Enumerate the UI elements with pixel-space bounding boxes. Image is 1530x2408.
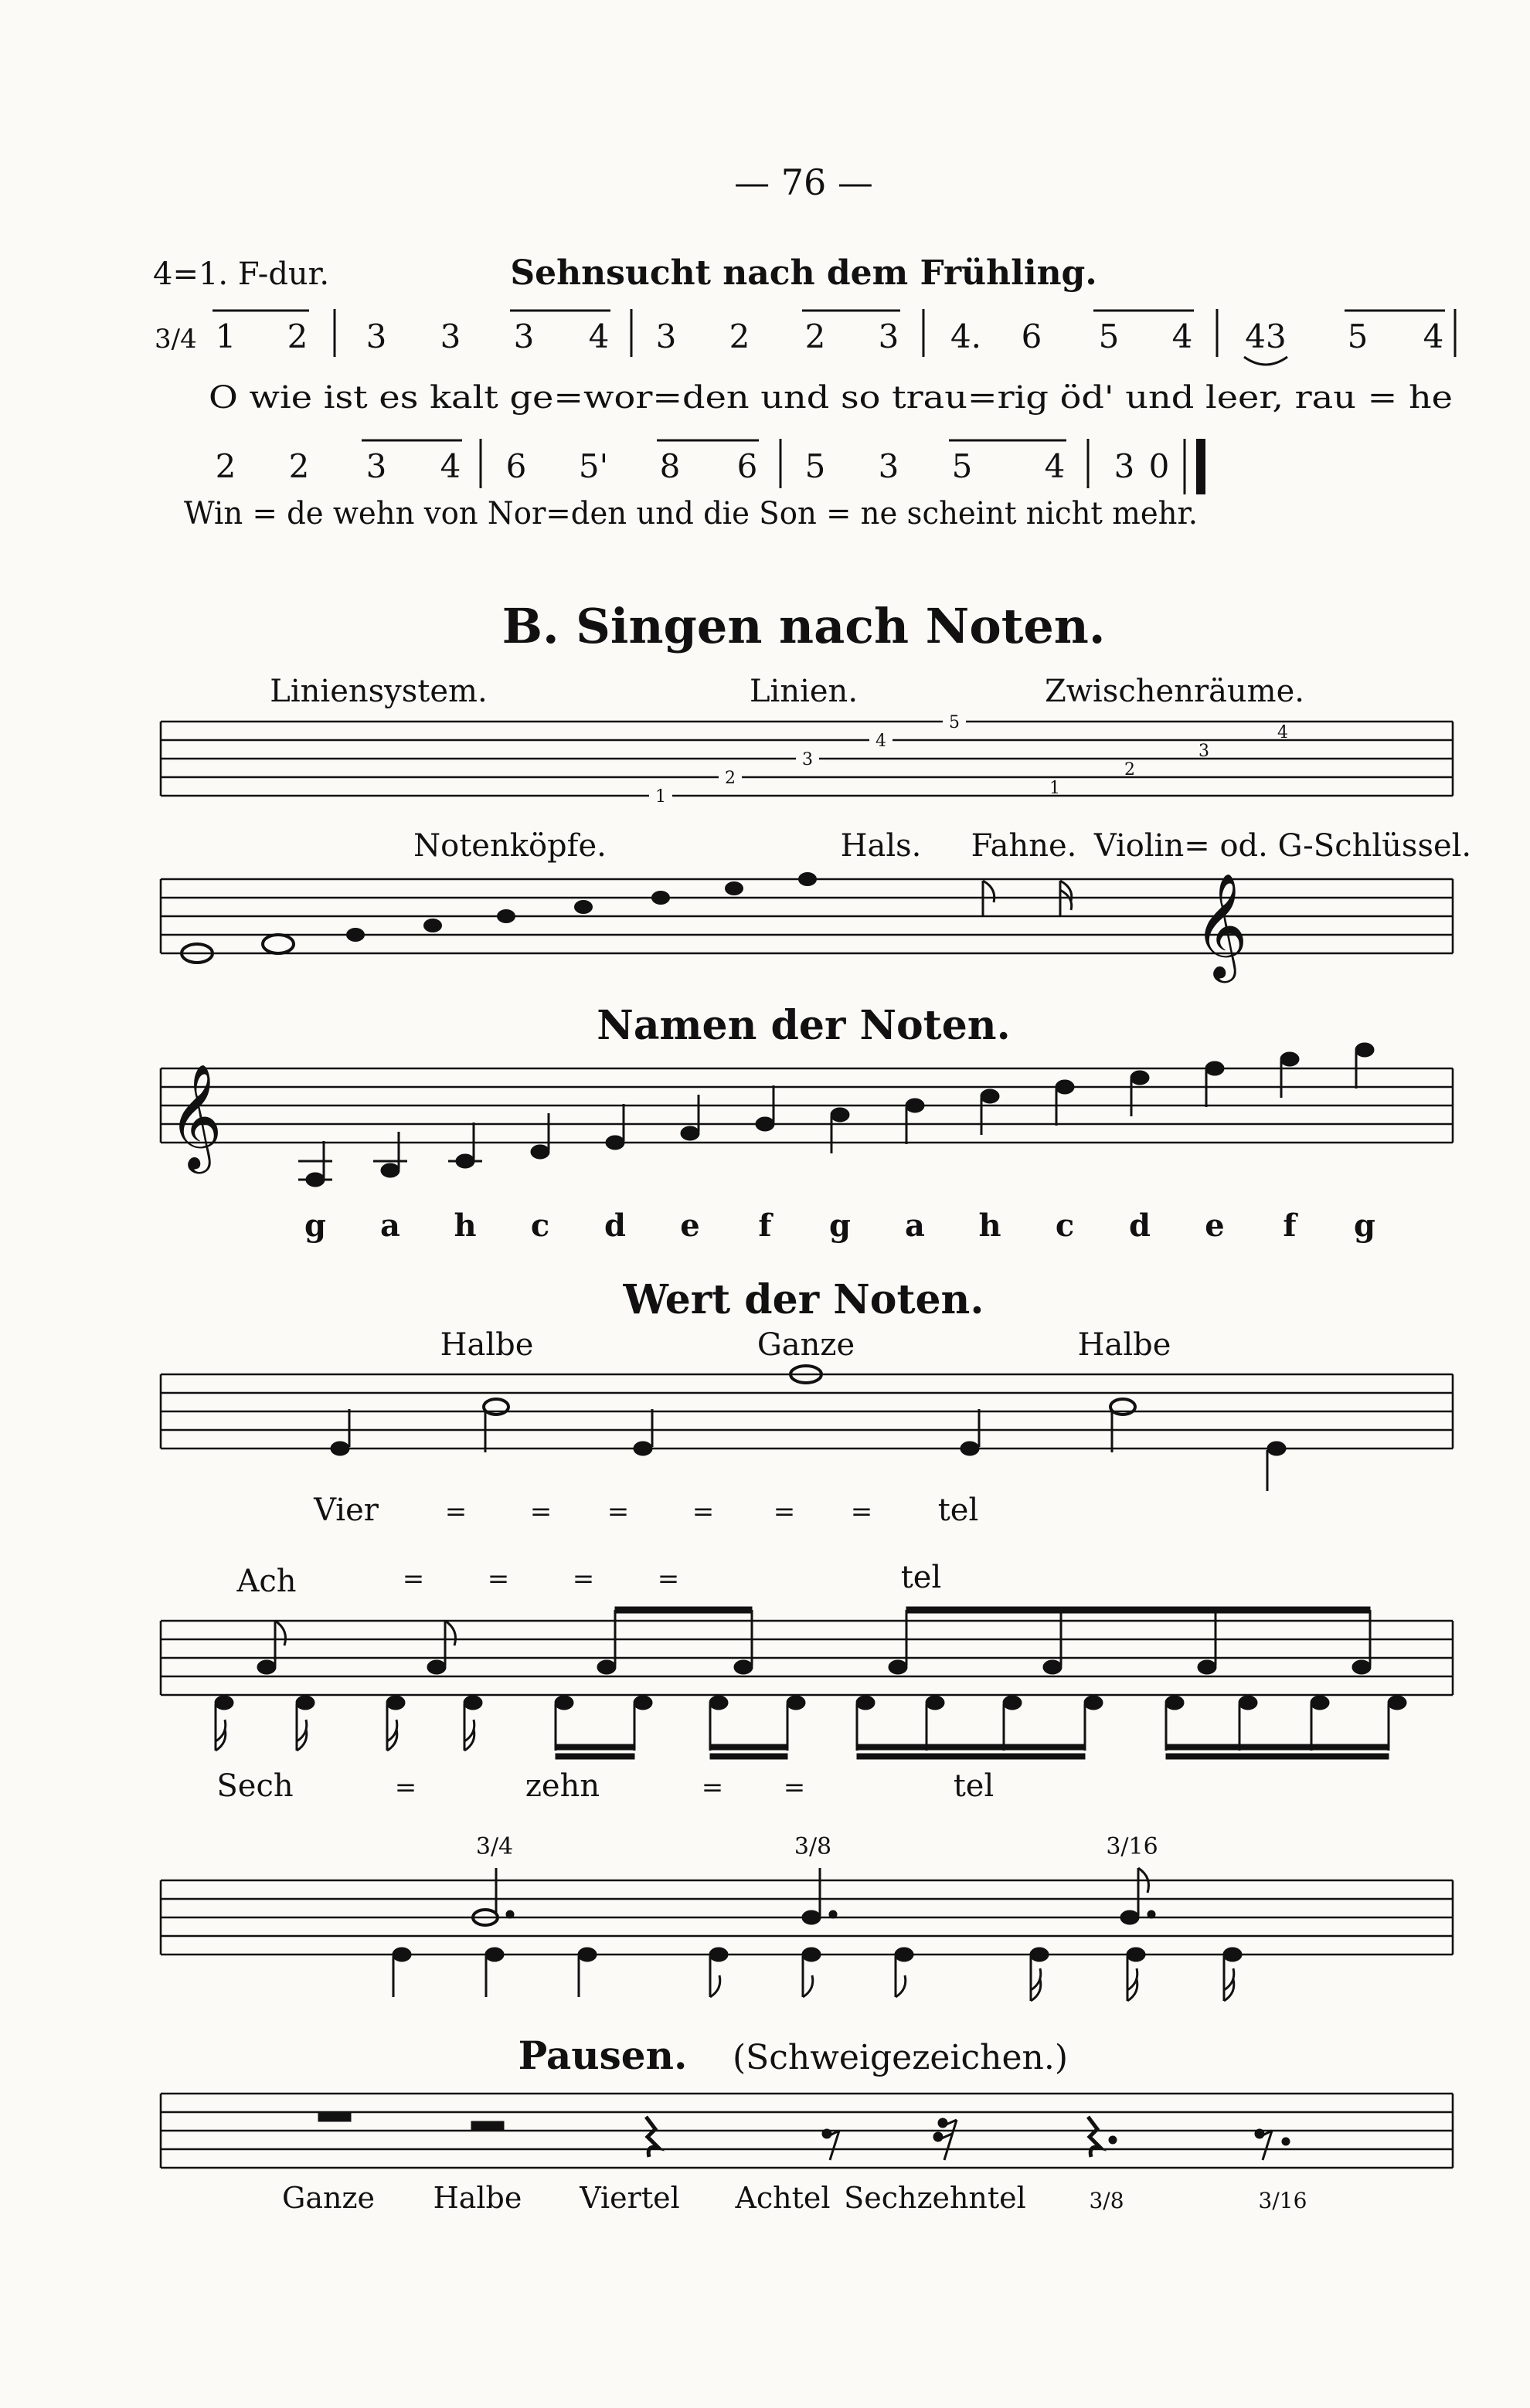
eighth-notehead (1198, 1660, 1216, 1674)
sixteenth-rest-icon (933, 2118, 957, 2160)
page-number: — 76 — (734, 161, 873, 203)
cipher-note: 5 (804, 447, 826, 485)
notehead (574, 900, 593, 914)
song-line-1 (155, 309, 1455, 365)
note-flag (1127, 1968, 1137, 1990)
staff-namen (161, 1068, 1453, 1143)
section-title: B. Singen nach Noten. (502, 598, 1106, 654)
sixteenth-notehead (856, 1696, 875, 1710)
quarter-notehead (485, 1948, 504, 1961)
notehead (1355, 1043, 1374, 1057)
syllable: = (394, 1772, 417, 1803)
viertel-syllables (313, 1493, 978, 1528)
quarter-note (1267, 1442, 1286, 1455)
note-name: e (1205, 1207, 1225, 1244)
eighth-notes (257, 1607, 1371, 1674)
note-name: g (829, 1207, 851, 1244)
note-name: f (1283, 1207, 1297, 1244)
sixteenth-notehead (1003, 1696, 1022, 1710)
label-zwischenraeume: Zwischenräume. (1045, 674, 1304, 709)
notehead (497, 909, 515, 923)
beam (1166, 1744, 1389, 1750)
cipher-note: 2 (215, 447, 236, 485)
lyrics-line-2: Win = de wehn von Nor=den und die Son = ne scheint nicht mehr. (184, 496, 1198, 532)
note-names (304, 1207, 1375, 1244)
whole-note (263, 935, 294, 953)
label-fahne: Fahne. (971, 828, 1077, 864)
song-title: Sehnsucht nach dem Frühling. (510, 253, 1097, 293)
dotted-notes (393, 1868, 1242, 2001)
quarter-rest-icon (646, 2117, 658, 2157)
quarter-note (634, 1442, 652, 1455)
dotted-quarter-rest-icon (1088, 2117, 1117, 2157)
cipher-note: 6 (505, 447, 527, 485)
line-number: 2 (725, 769, 736, 788)
cipher-note: 6 (1021, 318, 1042, 355)
note-name: d (1129, 1207, 1151, 1244)
whole-rest-icon (318, 2112, 351, 2121)
dotted-label: 3/16 (1106, 1833, 1158, 1860)
eighth-notehead (802, 1948, 821, 1961)
beam (615, 1607, 752, 1613)
note-name: h (978, 1207, 1001, 1244)
staff-achtel (161, 1621, 1453, 1695)
note-name: e (680, 1207, 700, 1244)
rest-label: Viertel (580, 2181, 680, 2215)
note-flag (1224, 1968, 1234, 1990)
syllable: = (773, 1496, 796, 1527)
line-number: 3 (802, 750, 813, 769)
syllable: zehn (525, 1768, 600, 1804)
staff-wert (161, 1374, 1453, 1449)
beam (1166, 1754, 1389, 1759)
quarter-notehead (393, 1948, 411, 1961)
beam (857, 1754, 1085, 1759)
cipher-note: 4. (950, 318, 982, 355)
dotted-eighth-note (1120, 1910, 1139, 1924)
dot (829, 1910, 837, 1918)
label-violinschluessel: Violin= od. G-Schlüssel. (1093, 828, 1472, 864)
label-halbe-1: Halbe (440, 1327, 534, 1363)
rest-labels (282, 2181, 1307, 2215)
note-name: g (304, 1207, 326, 1244)
notehead (756, 1117, 774, 1131)
half-rest-icon (471, 2121, 504, 2131)
g-clef-icon: 𝄞 (168, 1062, 223, 1169)
eighth-notehead (734, 1660, 753, 1674)
notehead (1280, 1052, 1299, 1066)
achtel-syllables (236, 1560, 941, 1599)
label-liniensystem: Liniensystem. (270, 674, 488, 709)
namen-title: Namen der Noten. (597, 1002, 1011, 1049)
note-sequence (298, 1043, 1374, 1187)
notehead (1130, 1071, 1149, 1085)
lyrics-line-1: O wie ist es kalt ge=wor=den und so trau=rig öd' und leer, rau = he (209, 380, 1453, 416)
sixteenth-notehead (1311, 1696, 1329, 1710)
rest-label: 3/16 (1258, 2188, 1307, 2213)
sixteenth-notehead (634, 1696, 652, 1710)
eighth-notehead (895, 1948, 913, 1961)
time-signature: 3/4 (155, 324, 197, 355)
syllable: = (487, 1564, 510, 1595)
notehead (456, 1154, 474, 1168)
notehead (423, 919, 442, 932)
label-notenkoepfe: Notenköpfe. (413, 828, 607, 864)
eighth-notehead (709, 1948, 728, 1961)
sixteenth-notehead (787, 1696, 805, 1710)
space-numbers (1049, 723, 1288, 798)
notehead (725, 881, 743, 895)
pausen-title: Pausen. (518, 2033, 688, 2078)
notehead (798, 872, 817, 886)
line-number: 5 (949, 713, 960, 732)
cipher-note: 4 (588, 318, 610, 355)
cipher-note: 4 (1423, 318, 1444, 355)
note-name: d (604, 1207, 626, 1244)
dotted-label: 3/4 (475, 1833, 514, 1860)
notehead (906, 1099, 924, 1112)
syllable: = (692, 1496, 715, 1527)
dotted-eighth-rest-icon (1255, 2129, 1290, 2160)
eighth-notehead (1352, 1660, 1371, 1674)
syllable: tel (900, 1560, 942, 1595)
syllable: tel (937, 1493, 979, 1528)
label-linien: Linien. (749, 674, 858, 709)
dot (506, 1910, 514, 1918)
dotted-quarter-note (802, 1910, 821, 1924)
notehead (531, 1145, 549, 1159)
note-name: f (758, 1207, 772, 1244)
sixteenth-notehead (1127, 1948, 1145, 1961)
cipher-note: 2 (804, 318, 826, 355)
syllable: = (402, 1564, 425, 1595)
cipher-note: 5 (951, 447, 973, 485)
g-clef-icon: 𝄞 (1194, 871, 1248, 978)
sixteenth-notehead (386, 1696, 405, 1710)
syllable: = (701, 1772, 724, 1803)
note-name: h (454, 1207, 477, 1244)
cipher-note: 4 (440, 447, 461, 485)
beam (710, 1744, 787, 1750)
note-flag (896, 1975, 906, 1997)
space-number: 3 (1198, 742, 1209, 761)
cipher-note: 5' (578, 447, 609, 485)
space-number: 1 (1049, 779, 1060, 798)
quarter-note (331, 1442, 349, 1455)
sixteenth-notehead (464, 1696, 482, 1710)
syllable: = (572, 1564, 595, 1595)
sixteenth-notehead (709, 1696, 728, 1710)
eighth-notehead (257, 1660, 276, 1674)
pausen-subtitle: (Schweigezeichen.) (732, 2038, 1069, 2077)
note-flag (1031, 1968, 1041, 1990)
cipher-note: 3 (878, 447, 899, 485)
cipher-note: 5 (1347, 318, 1368, 355)
notehead (1056, 1080, 1074, 1094)
eighth-notehead (889, 1660, 907, 1674)
song-number: 4=1. F-dur. (153, 256, 330, 292)
cipher-note: 6 (736, 447, 758, 485)
rest-label: Halbe (433, 2181, 522, 2215)
space-number: 4 (1277, 723, 1288, 742)
cipher-note: 2 (287, 318, 308, 355)
syllable: = (444, 1496, 468, 1527)
notehead (346, 928, 365, 942)
beam (857, 1744, 1085, 1750)
note-name: a (905, 1207, 925, 1244)
rest-label: Ganze (282, 2181, 375, 2215)
syllable: = (657, 1564, 680, 1595)
cipher-note: 3 (440, 318, 461, 355)
wert-title: Wert der Noten. (623, 1276, 984, 1323)
cipher-note: 3 (878, 318, 899, 355)
syllable: = (783, 1772, 806, 1803)
syllable: tel (953, 1768, 994, 1804)
cipher-note: 4 (1044, 447, 1066, 485)
rest-symbols (318, 2112, 1290, 2160)
syllable: = (850, 1496, 873, 1527)
sixteenth-notehead (1223, 1948, 1242, 1961)
note-flag (803, 1975, 813, 1997)
note-name: a (380, 1207, 400, 1244)
notehead (651, 891, 670, 905)
cipher-note: 2 (729, 318, 750, 355)
sixteenth-notehead (1165, 1696, 1184, 1710)
cipher-note: 8 (659, 447, 681, 485)
cipher-note: 0 (1148, 447, 1170, 485)
wert-notes (331, 1366, 1286, 1491)
label-ganze: Ganze (756, 1327, 855, 1363)
cipher-note: 2 (288, 447, 310, 485)
note-flag (275, 1621, 286, 1646)
eighth-notehead (427, 1660, 446, 1674)
notehead (681, 1126, 699, 1140)
syllable: Vier (314, 1493, 379, 1528)
sixteenth-notehead (926, 1696, 944, 1710)
label-hals: Hals. (840, 828, 922, 864)
note-name: c (530, 1207, 550, 1244)
sixteenth-notehead (296, 1696, 314, 1710)
syllable: = (529, 1496, 552, 1527)
beam (710, 1754, 787, 1759)
cipher-note: 3 (366, 318, 387, 355)
cipher-note: 5 (1098, 318, 1120, 355)
cipher-note: 43 (1245, 318, 1287, 355)
beam (556, 1754, 634, 1759)
dot (1148, 1910, 1155, 1918)
note-flag (445, 1621, 456, 1646)
line-number: 4 (876, 732, 886, 751)
cipher-note: 3 (366, 447, 387, 485)
notehead (381, 1163, 400, 1177)
note-name: g (1354, 1207, 1375, 1244)
rest-label: 3/8 (1089, 2188, 1124, 2213)
notehead (606, 1136, 624, 1150)
sixteenth-notehead (215, 1696, 233, 1710)
line-number: 1 (655, 787, 666, 807)
cipher-note: 3 (513, 318, 535, 355)
staff-notenkoepfe (161, 879, 1453, 953)
beam (906, 1607, 1370, 1613)
space-number: 2 (1124, 760, 1135, 779)
notehead (981, 1089, 999, 1103)
sixteenth-notes (215, 1696, 1406, 1759)
quarter-notehead (578, 1948, 597, 1961)
sixteenth-notehead (1030, 1948, 1049, 1961)
quarter-note (960, 1442, 979, 1455)
cipher-note: 4 (1171, 318, 1193, 355)
eighth-notehead (597, 1660, 616, 1674)
eighth-notehead (1043, 1660, 1062, 1674)
notehead (831, 1108, 849, 1122)
syllable: = (607, 1496, 630, 1527)
syllable: Ach (236, 1564, 297, 1599)
rest-label: Sechzehntel (844, 2181, 1026, 2215)
syllable: Sech (216, 1768, 294, 1804)
sixteenth-notehead (555, 1696, 573, 1710)
rest-label: Achtel (735, 2181, 831, 2215)
sechzehntel-syllables (216, 1768, 994, 1804)
song-line-2 (216, 439, 1205, 494)
noteheads (182, 872, 817, 963)
notehead (1205, 1061, 1224, 1075)
cipher-note: 3 (1114, 447, 1135, 485)
note-name: c (1055, 1207, 1075, 1244)
notehead (306, 1173, 325, 1187)
sixteenth-notehead (1239, 1696, 1257, 1710)
note-flag (710, 1975, 720, 1997)
beam (556, 1744, 634, 1750)
label-halbe-2: Halbe (1077, 1327, 1171, 1363)
dotted-label: 3/8 (794, 1833, 832, 1860)
cipher-note: 3 (655, 318, 677, 355)
cipher-note: 1 (215, 318, 236, 355)
eighth-rest-icon (822, 2129, 839, 2160)
sixteenth-notehead (1084, 1696, 1103, 1710)
sixteenth-notehead (1388, 1696, 1406, 1710)
